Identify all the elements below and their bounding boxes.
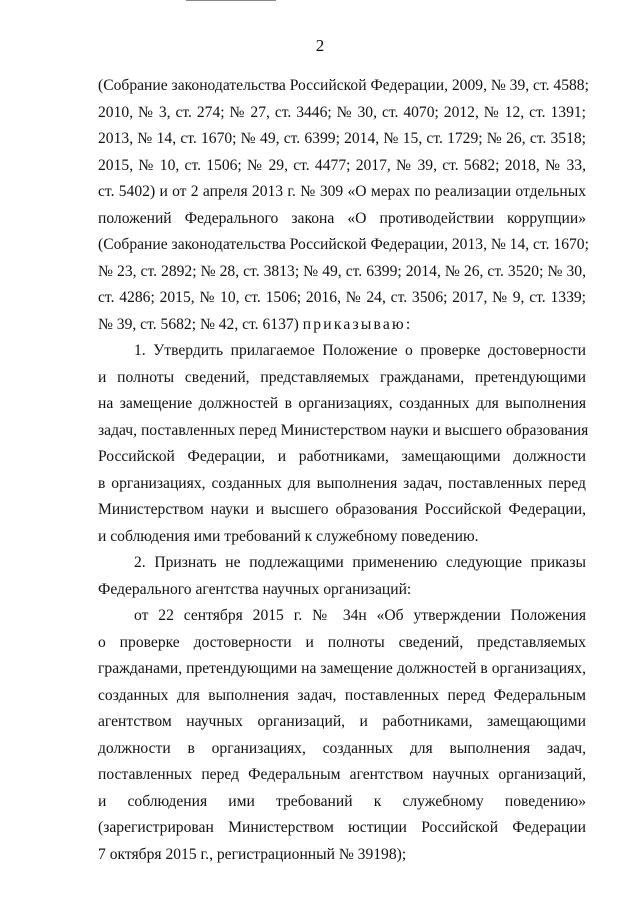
text-line: ст. 5402) и от 2 апреля 2013 г. № 309 «О мерах по реализации отдельных [98, 183, 586, 200]
text-line: созданных для выполнения задач, поставленных перед Федеральным [98, 687, 586, 704]
text-line: Федерального агентства научных организаций: [98, 581, 412, 598]
text-line: поставленных перед Федеральным агентством научных организаций, [98, 766, 586, 783]
text-line: 7 октября 2015 г., регистрационный № 39198); [98, 846, 407, 863]
order-keyword: приказываю: [302, 316, 413, 333]
text-line: 2013, № 14, ст. 1670; № 49, ст. 6399; 2014, № 15, ст. 1729; № 26, ст. 3518; [98, 130, 586, 147]
text-line-order-clause [98, 315, 586, 335]
paragraph-1-first-line: 1. Утвердить прилагаемое Положение о проверке достоверности [134, 342, 586, 359]
text-line: в организациях, созданных для выполнения задач, поставленных перед [98, 475, 586, 492]
text-line: 2015, № 10, ст. 1506; № 29, ст. 4477; 2017, № 39, ст. 5682; 2018, № 33, [98, 157, 586, 174]
text-line: положений Федерального закона «О противодействии коррупции» [98, 210, 586, 227]
text-line: задач, поставленных перед Министерством науки и высшего образования [98, 422, 589, 439]
text-line: агентством научных организаций, и работниками, замещающими [98, 713, 586, 730]
scan-top-edge-rule [186, 0, 276, 4]
text-line: и соблюдения ими требований к служебному поведению» [98, 793, 586, 810]
text-line: на замещение должностей в организациях, созданных для выполнения [98, 395, 586, 412]
text-line: Российской Федерации, и работниками, замещающими должности [98, 448, 586, 465]
citation-tail: № 39, ст. 5682; № 42, ст. 6137) [98, 316, 299, 333]
text-line: о проверке достоверности и полноты сведений, представляемых [98, 634, 586, 651]
text-line: и соблюдения ими требований к служебному поведению. [98, 528, 479, 545]
text-line: № 23, ст. 2892; № 28, ст. 3813; № 49, ст. 6399; 2014, № 26, ст. 3520; № 30, [98, 263, 586, 280]
text-line: Министерством науки и высшего образования Российской Федерации, [98, 501, 586, 518]
text-line: (Собрание законодательства Российской Федерации, 2013, № 14, ст. 1670; [98, 236, 589, 253]
text-line: гражданами, претендующими на замещение должностей в организациях, [98, 660, 586, 677]
text-line: 2010, № 3, ст. 274; № 27, ст. 3446; № 30, ст. 4070; 2012, № 12, ст. 1391; [98, 104, 586, 121]
paragraph-2-first-line: 2. Признать не подлежащими применению следующие приказы [134, 554, 586, 571]
text-line: (зарегистрирован Министерством юстиции Российской Федерации [98, 819, 586, 836]
text-line: должности в организациях, созданных для выполнения задач, [98, 740, 586, 757]
text-line: ст. 4286; 2015, № 10, ст. 1506; 2016, № 24, ст. 3506; 2017, № 9, ст. 1339; [98, 289, 586, 306]
text-line: (Собрание законодательства Российской Федерации, 2009, № 39, ст. 4588; [98, 77, 589, 94]
text-line: и полноты сведений, представляемых гражданами, претендующими [98, 369, 586, 386]
page-number: 2 [315, 36, 325, 55]
list-item-first-line: от 22 сентября 2015 г. № 34н «Об утверждении Положения [134, 607, 586, 624]
